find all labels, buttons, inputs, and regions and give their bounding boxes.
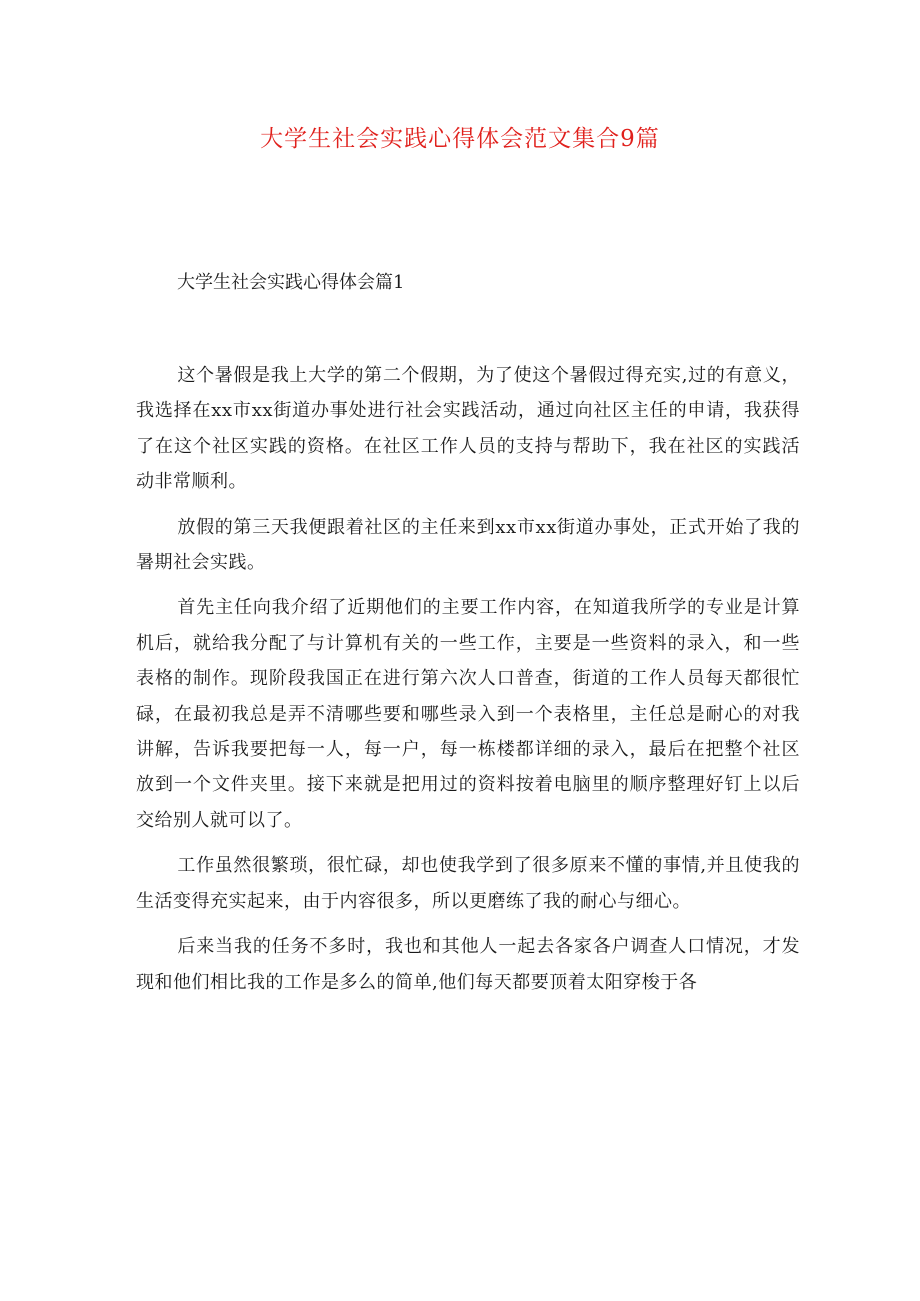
paragraph-5: 后来当我的任务不多时，我也和其他人一起去各家各户调查人口情况，才发现和他们相比我的工作是多么的简单,他们每天都要顶着太阳穿梭于各 [136,936,800,993]
paragraph-2: 放假的第三天我便跟着社区的主任来到xx市xx街道办事处，正式开始了我的暑期社会实践。 [136,516,800,574]
document-body [136,358,800,1010]
paragraph-3: 首先主任向我介绍了近期他们的主要工作内容，在知道我所学的专业是计算机后，就给我分配了与计算机有关的一些工作，主要是一些资料的录入，和一些表格的制作。现阶段我国正在进行第六次人口普查，街道的工作人员每天都很忙碌，在最初我总是弄不清哪些要和哪些录入到一个表格里，主任总是耐心的对我讲解，告诉我要把每一人，每一户，每一栋楼都详细的录入，最后在把整个社区放到一个文件夹里。接下来就是把用过的资料按着电脑里的顺序整理好钉上以后交给别人就可以了。 [136,597,800,831]
document-title: 大学生社会实践心得体会范文集合9篇 [260,126,660,152]
paragraph-4: 工作虽然很繁琐，很忙碌，却也使我学到了很多原来不懂的事情,并且使我的生活变得充实起来，由于内容很多，所以更磨练了我的耐心与细心。 [136,855,800,912]
section-heading: 大学生社会实践心得体会篇1 [177,272,405,293]
paragraph-1: 这个暑假是我上大学的第二个假期，为了使这个暑假过得充实,过的有意义，我选择在xx市xx街道办事处进行社会实践活动，通过向社区主任的申请，我获得了在这个社区实践的资格。在社区工作人员的支持与帮助下，我在社区的实践活动非常顺利。 [136,365,800,493]
